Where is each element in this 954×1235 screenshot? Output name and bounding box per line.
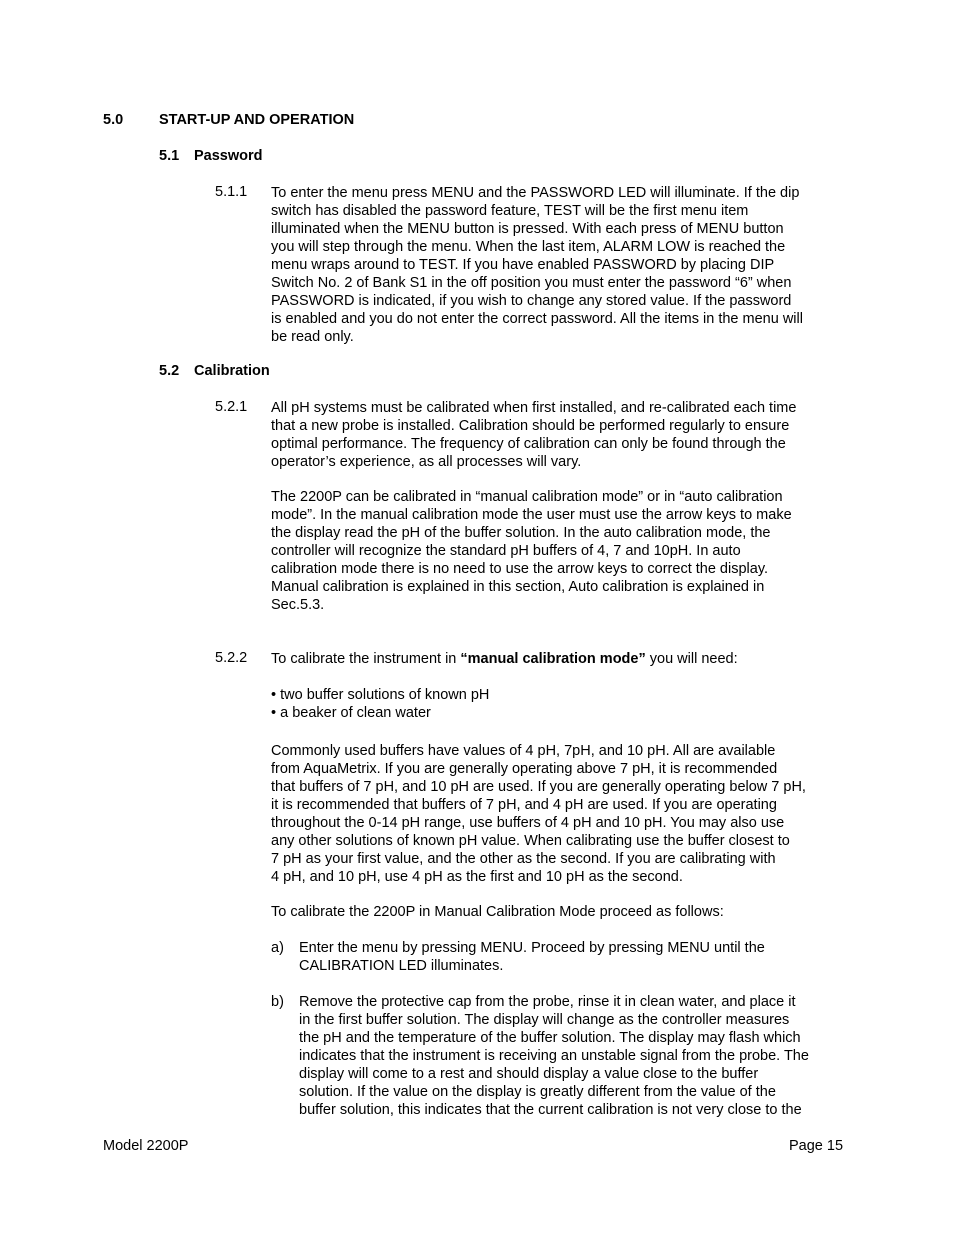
text-line: illuminated when the MENU button is pressed. With each press of MENU button xyxy=(271,221,784,237)
step-b-text xyxy=(299,993,809,1119)
text-line: solution. If the value on the display is greatly different from the value of the xyxy=(299,1084,776,1100)
text-line: 4 pH, and 10 pH, use 4 pH as the first and 10 pH as the second. xyxy=(271,869,683,885)
text-line: the pH and the temperature of the buffer solution. The display may flash which xyxy=(299,1030,801,1046)
text-line: 7 pH as your first value, and the other as the second. If you are calibrating with xyxy=(271,851,776,867)
text-line: buffer solution, this indicates that the current calibration is not very close to the xyxy=(299,1102,802,1118)
text-line: controller will recognize the standard pH buffers of 4, 7 and 10pH. In auto xyxy=(271,543,741,559)
text-line: Sec.5.3. xyxy=(271,597,325,613)
text-line: Enter the menu by pressing MENU. Proceed by pressing MENU until the xyxy=(299,940,765,956)
text-line: CALIBRATION LED illuminates. xyxy=(299,958,504,974)
text-line: The 2200P can be calibrated in “manual calibration mode” or in “auto calibration xyxy=(271,489,783,505)
text-line: calibration mode there is no need to use the arrow keys to correct the display. xyxy=(271,561,769,577)
bullet-item: • a beaker of clean water xyxy=(271,705,431,721)
text-line: from AquaMetrix. If you are generally operating above 7 pH, it is recommended xyxy=(271,761,778,777)
intro-text-pre: To calibrate the instrument in xyxy=(271,651,461,667)
step-b-label: b) xyxy=(271,994,284,1010)
text-line: be read only. xyxy=(271,329,354,345)
subsection-password-title: Password xyxy=(194,148,263,164)
item-number-521: 5.2.1 xyxy=(215,399,248,415)
text-line: Remove the protective cap from the probe, rinse it in clean water, and place it xyxy=(299,994,796,1010)
text-line: throughout the 0-14 pH range, use buffers of 4 pH and 10 pH. You may also use xyxy=(271,815,785,831)
text-line: is enabled and you do not enter the correct password. All the items in the menu will xyxy=(271,311,803,327)
text-line: that buffers of 7 pH, and 10 pH are used. If you are generally operating below 7 pH, xyxy=(271,779,806,795)
text-line: switch has disabled the password feature, TEST will be the first menu item xyxy=(271,203,749,219)
subsection-calibration-number: 5.2 xyxy=(159,363,180,379)
step-a-text xyxy=(299,939,765,975)
text-line: indicates that the instrument is receiving an unstable signal from the probe. The xyxy=(299,1048,809,1064)
paragraph-522-intro xyxy=(271,650,738,668)
footer-model: Model 2200P xyxy=(103,1138,189,1154)
section-title: START-UP AND OPERATION xyxy=(159,112,355,128)
step-a-label: a) xyxy=(271,940,284,956)
subsection-calibration-title: Calibration xyxy=(194,363,270,379)
subsection-password-number: 5.1 xyxy=(159,148,180,164)
item-number-522: 5.2.2 xyxy=(215,650,248,666)
text-line: mode”. In the manual calibration mode the user must use the arrow keys to make xyxy=(271,507,792,523)
paragraph-522-buffers xyxy=(271,742,806,886)
text-line: To enter the menu press MENU and the PASSWORD LED will illuminate. If the dip xyxy=(271,185,800,201)
text-line: operator’s experience, as all processes will vary. xyxy=(271,454,582,470)
text-line: the display read the pH of the buffer solution. In the auto calibration mode, the xyxy=(271,525,771,541)
text-line: that a new probe is installed. Calibration should be performed regularly to ensure xyxy=(271,418,790,434)
item-number-511: 5.1.1 xyxy=(215,184,248,200)
paragraph-521-b xyxy=(271,488,792,614)
paragraph-521-a xyxy=(271,399,796,471)
paragraph-522-proceed: To calibrate the 2200P in Manual Calibration Mode proceed as follows: xyxy=(271,904,724,920)
footer-page-number: Page 15 xyxy=(789,1138,844,1154)
text-line: All pH systems must be calibrated when first installed, and re-calibrated each time xyxy=(271,400,797,416)
intro-text-post: you will need: xyxy=(645,651,738,667)
text-line: it is recommended that buffers of 7 pH, and 4 pH are used. If you are operating xyxy=(271,797,777,813)
paragraph-511 xyxy=(271,184,803,346)
text-line: Commonly used buffers have values of 4 pH, 7pH, and 10 pH. All are available xyxy=(271,743,776,759)
bullet-list xyxy=(271,686,489,722)
section-number: 5.0 xyxy=(103,112,124,128)
text-line: display will come to a rest and should display a value close to the buffer xyxy=(299,1066,759,1082)
text-line: optimal performance. The frequency of calibration can only be found through the xyxy=(271,436,786,452)
bullet-item: • two buffer solutions of known pH xyxy=(271,687,490,703)
intro-text-bold: “manual calibration mode” xyxy=(460,651,646,667)
text-line: in the first buffer solution. The display will change as the controller measures xyxy=(299,1012,790,1028)
text-line: any other solutions of known pH value. When calibrating use the buffer closest to xyxy=(271,833,790,849)
text-line: you will step through the menu. When the last item, ALARM LOW is reached the xyxy=(271,239,786,255)
text-line: Switch No. 2 of Bank S1 in the off position you must enter the password “6” when xyxy=(271,275,792,291)
text-line: menu wraps around to TEST. If you have enabled PASSWORD by placing DIP xyxy=(271,257,775,273)
text-line: Manual calibration is explained in this section, Auto calibration is explained in xyxy=(271,579,765,595)
text-line: PASSWORD is indicated, if you wish to change any stored value. If the password xyxy=(271,293,792,309)
